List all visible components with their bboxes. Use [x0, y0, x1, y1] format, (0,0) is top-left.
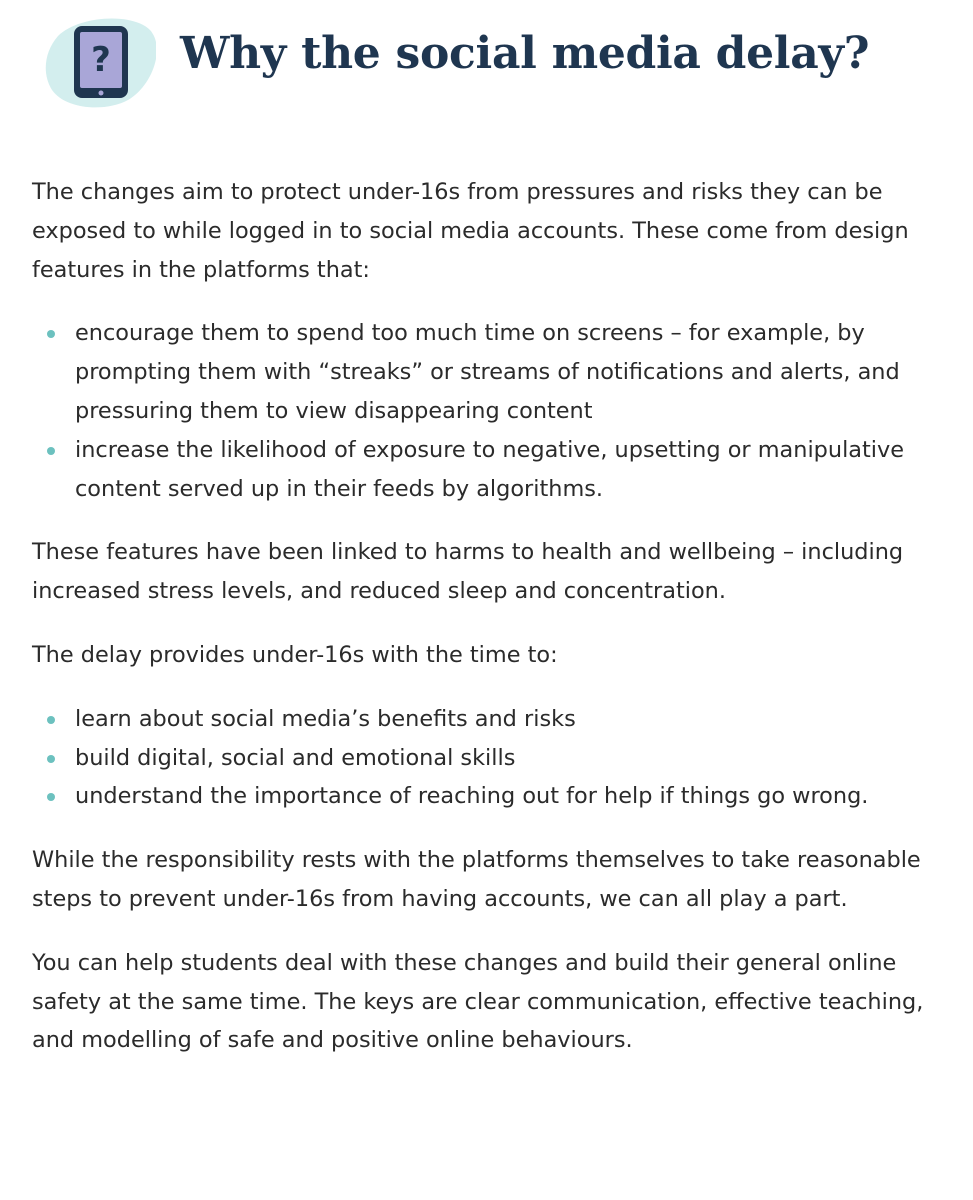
list-item [32, 314, 952, 430]
list-item-text: learn about social media’s benefits and risks [75, 705, 576, 732]
list-item [32, 700, 952, 739]
responsibility-paragraph: While the responsibility rests with the platforms themselves to take reasonable steps to prevent under-16s from having accounts, we can all play a part. [32, 847, 921, 912]
bullet-dot [47, 793, 55, 801]
svg-text:?: ? [91, 40, 111, 80]
list-item-text: increase the likelihood of exposure to negative, upsetting or manipulative content served up in their feeds by algorithms. [75, 436, 905, 502]
bullet-dot [47, 447, 55, 455]
intro-paragraph: The changes aim to protect under-16s from pressures and risks they can be exposed to while logged in to social media accounts. These come from design features in the platforms that: [32, 179, 909, 283]
help-paragraph: You can help students deal with these changes and build their general online safety at the same time. The keys are clear communication, effective teaching, and modelling of safe and positive online behaviours. [32, 949, 924, 1054]
design-features-list [32, 314, 952, 508]
page-title: Why the social media delay? [180, 28, 870, 79]
bullet-dot [47, 755, 55, 763]
harms-paragraph: These features have been linked to harms to health and wellbeing – including increased stress levels, and reduced sleep and concentration. [32, 539, 904, 605]
section-header [44, 14, 944, 110]
delay-benefits-list [32, 700, 952, 816]
list-item [32, 739, 952, 778]
article-body [32, 173, 952, 1060]
bullet-dot [47, 716, 55, 724]
list-item-text: build digital, social and emotional skills [75, 744, 516, 771]
delay-intro-paragraph: The delay provides under-16s with the time to: [32, 641, 558, 668]
list-item-text: understand the importance of reaching out for help if things go wrong. [75, 783, 869, 810]
list-item-text: encourage them to spend too much time on screens – for example, by prompting them with “streaks” or streams of notifications and alerts, and pressuring them to view disappearing content [75, 320, 900, 424]
list-item [32, 431, 952, 509]
list-item [32, 777, 952, 816]
bullet-dot [47, 330, 55, 338]
phone-question-icon [44, 14, 156, 110]
